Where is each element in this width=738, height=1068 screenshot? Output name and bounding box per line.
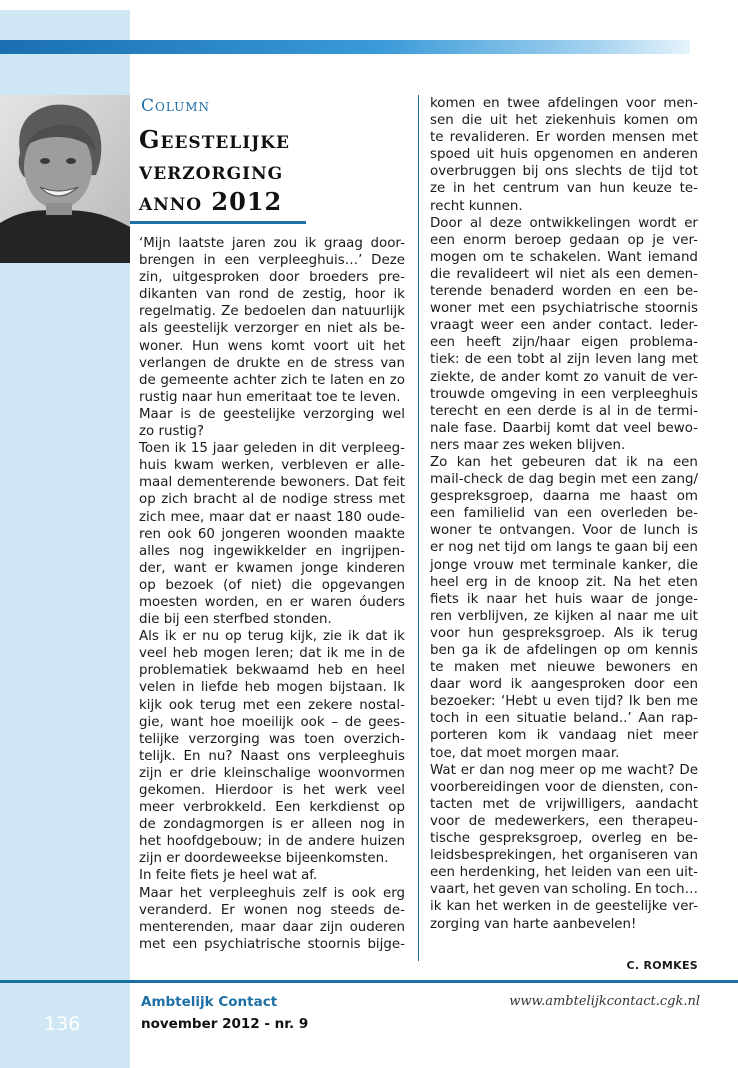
text-line: terende benaderd worden en een be- xyxy=(430,284,698,300)
text-line: voor de medewerkers, een therapeu- xyxy=(430,813,698,829)
title-line: Geestelijke xyxy=(139,125,290,154)
text-line: die bij een sterfbed stonden. xyxy=(139,612,332,628)
text-line: tische gespreksgroep, overleg en be- xyxy=(430,831,698,847)
text-line: telijke verzorging was toen overzich- xyxy=(139,731,405,747)
text-line: nale fase. Daarbij komt dat veel bewo- xyxy=(430,420,698,436)
text-line: gie, want hoe moeilijk ook – de gees- xyxy=(139,714,405,730)
text-line: een enorm beroep gedaan op je ver- xyxy=(430,232,698,248)
text-line: te maken met nieuwe bewoners en xyxy=(430,660,698,676)
text-line: huis kwam werken, verbleven er alle- xyxy=(139,458,405,474)
text-line: trouwde omgeving in een verpleeghuis xyxy=(430,386,698,402)
text-line: Maar het verpleeghuis zelf is ook erg xyxy=(139,885,405,901)
text-line: het hoofdgebouw; in de andere huizen xyxy=(139,834,405,850)
title-line: verzorging xyxy=(139,156,284,185)
text-line: porteren kom ik vandaag niet meer xyxy=(430,728,698,744)
text-line: tacten met de vrijwilligers, aandacht xyxy=(430,796,698,812)
text-line: Zo kan het gebeuren dat ik na een xyxy=(430,454,698,470)
text-line: moesten worden, en er waren óuders xyxy=(139,594,405,610)
text-line: er nog net tijd om langs te gaan bij een xyxy=(430,540,698,556)
text-line: een herdenking, het leiden van een uit- xyxy=(430,865,698,881)
title-line: anno 2012 xyxy=(139,187,283,216)
text-line: een heeft zijn/haar eigen problema- xyxy=(430,335,698,351)
column-divider xyxy=(418,95,419,961)
text-line: Door al deze ontwikkelingen wordt er xyxy=(430,215,698,231)
text-line: ziekte, de ander komt zo vanuit de ver- xyxy=(430,369,698,385)
text-line: Toen ik 15 jaar geleden in dit verpleeg- xyxy=(139,441,405,457)
top-gradient-bar xyxy=(0,40,690,54)
text-line: op zich bracht al de nodige stress met xyxy=(139,492,405,508)
text-line: de zondagmorgen is er alleen nog in xyxy=(139,817,405,833)
text-line: veranderd. Er wonen nog steeds de- xyxy=(139,902,405,918)
text-line: woner. Hun wens komt voort uit het xyxy=(139,338,405,354)
text-line: leidsbesprekingen, het organiseren van xyxy=(430,848,698,864)
text-line: toch in een situatie beland..’ Aan rap- xyxy=(430,711,698,727)
text-line: gespreksgroep, daarna me haast om xyxy=(430,489,698,505)
text-line: dikanten van rond de zestig, hoor ik xyxy=(139,287,405,303)
text-line: Maar is de geestelijke verzorging wel xyxy=(139,406,405,422)
author-byline: C. ROMKES xyxy=(626,959,698,972)
text-line: heel erg in de knoop zit. Na het eten xyxy=(430,574,698,590)
text-line: zorging van harte aanbevelen! xyxy=(430,916,637,932)
text-line: gekomen. Hierdoor is het werk veel xyxy=(139,783,405,798)
text-line: veel heb mogen leren; dat ik me in de xyxy=(139,646,405,662)
text-line: mogen om te schakelen. Want iemand xyxy=(430,249,698,265)
text-line: ik kan het werken in de geestelijke ver- xyxy=(430,899,698,915)
text-line: voorbereidingen voor de diensten, con- xyxy=(430,779,698,795)
text-line: daar word ik aangesproken door een xyxy=(430,677,698,693)
text-line: maal dementerende bewoners. Dat feit xyxy=(139,475,405,491)
text-line: ben ga ik de afdelingen op om kennis xyxy=(430,643,698,658)
text-line: verlangen de drukte en de stress van xyxy=(139,355,405,371)
title-underline xyxy=(130,221,306,224)
text-line: op bezoek (of niet) die opgevangen xyxy=(139,577,405,593)
text-line: tiek: de een tobt al zijn leven lang met xyxy=(430,352,698,368)
text-line: zich mee, maar dat er naast 180 oude- xyxy=(139,509,405,525)
text-line: meer verbrokkeld. Een kerkdienst op xyxy=(139,800,405,816)
text-line: ‘Mijn laatste jaren zou ik graag door- xyxy=(139,236,405,251)
section-kicker: Column xyxy=(141,96,211,116)
text-line: In feite fiets je heel wat af. xyxy=(139,868,318,884)
issue-info: november 2012 - nr. 9 xyxy=(141,1016,309,1032)
text-line: ze in het centrum van hun keuze te- xyxy=(430,181,698,197)
text-line: met een psychiatrische stoornis bijge- xyxy=(139,936,405,952)
text-line: telijk. En nu? Naast ons verpleeghuis xyxy=(139,748,405,764)
text-line: toe, dat moet morgen maar. xyxy=(430,745,620,761)
text-line: menterenden, maar daar zijn ouderen xyxy=(139,919,405,935)
text-line: alles nog ingewikkelder en ingrijpen- xyxy=(139,543,405,559)
article-column-2 xyxy=(430,95,698,933)
text-line: spoed uit huis opgenomen en anderen xyxy=(430,147,698,163)
text-line: de gemeente achter zich te laten en zo xyxy=(139,372,405,388)
text-line: vaart, het geven van scholing. En toch… xyxy=(430,882,698,898)
text-line: zo rustig? xyxy=(139,424,205,440)
text-line: ren ook 60 jongeren woonden maakte xyxy=(139,526,405,542)
text-line: Als ik er nu op terug kijk, zie ik dat ik xyxy=(139,629,405,645)
text-line: bezoeker: ‘Hebt u even tijd? Ik ben me xyxy=(430,694,698,710)
text-line: mail-check de dag begin met een zang/ xyxy=(430,472,698,488)
text-line: fiets ik naar het huis waar de jonge- xyxy=(430,591,698,607)
text-line: terecht en een derde is al in de termi- xyxy=(430,403,698,419)
footer-rule xyxy=(0,980,738,983)
text-line: die revalideert wil niet als een demen- xyxy=(430,266,698,282)
text-line: woner met een psychiatrische stoornis xyxy=(430,301,698,317)
text-line: komen en twee afdelingen voor men- xyxy=(430,96,698,111)
text-line: te revalideren. Er worden mensen met xyxy=(430,130,698,146)
text-line: brengen in een verpleeghuis…’ Deze xyxy=(139,253,405,269)
text-line: sen die uit het ziekenhuis komen om xyxy=(430,113,698,129)
text-line: velen in liefde heb mogen bijstaan. Ik xyxy=(139,680,405,696)
text-line: overbruggen bij ons slechts de tijd tot xyxy=(430,164,698,180)
text-line: ners maar zes weken blijven. xyxy=(430,437,626,453)
text-line: een familielid van een overleden be- xyxy=(430,506,698,522)
text-line: Wat er dan nog meer op me wacht? De xyxy=(430,762,698,778)
magazine-name: Ambtelijk Contact xyxy=(141,994,278,1010)
text-line: zin, uitgesproken door broeders pre- xyxy=(139,270,405,286)
author-portrait xyxy=(0,95,130,263)
article-column-1 xyxy=(139,235,405,953)
text-line: rustig naar hun emeritaat toe te leven. xyxy=(139,389,401,405)
text-line: regelmatig. Ze bedoelen dan natuurlijk xyxy=(139,304,405,320)
website-url: www.ambtelijkcontact.cgk.nl xyxy=(509,994,700,1009)
page-number: 136 xyxy=(44,1013,81,1035)
text-line: voor hun gespreksgroep. Als ik terug xyxy=(430,625,698,641)
text-line: der, want er kwamen jonge kinderen xyxy=(139,560,405,576)
text-line: kijk ook terug met een zekere nostal- xyxy=(139,697,405,713)
text-line: zijn er doordeweekse bijeenkomsten. xyxy=(139,851,389,867)
text-line: ren verblijven, ze kijken al naar me uit xyxy=(430,608,698,624)
text-line: vraagt weer een ander contact. Ieder- xyxy=(430,318,698,334)
text-line: als geestelijk verzorger en niet als be- xyxy=(139,321,405,337)
text-line: jonge vrouw met terminale kanker, die xyxy=(430,557,698,573)
text-line: zijn er drie kleinschalige woonvormen xyxy=(139,765,405,781)
text-line: woner te ontvangen. Voor de lunch is xyxy=(430,523,698,539)
text-line: recht kunnen. xyxy=(430,198,523,214)
text-line: problematiek bekwaamd heb en heel xyxy=(139,663,405,679)
article-title xyxy=(139,124,290,217)
